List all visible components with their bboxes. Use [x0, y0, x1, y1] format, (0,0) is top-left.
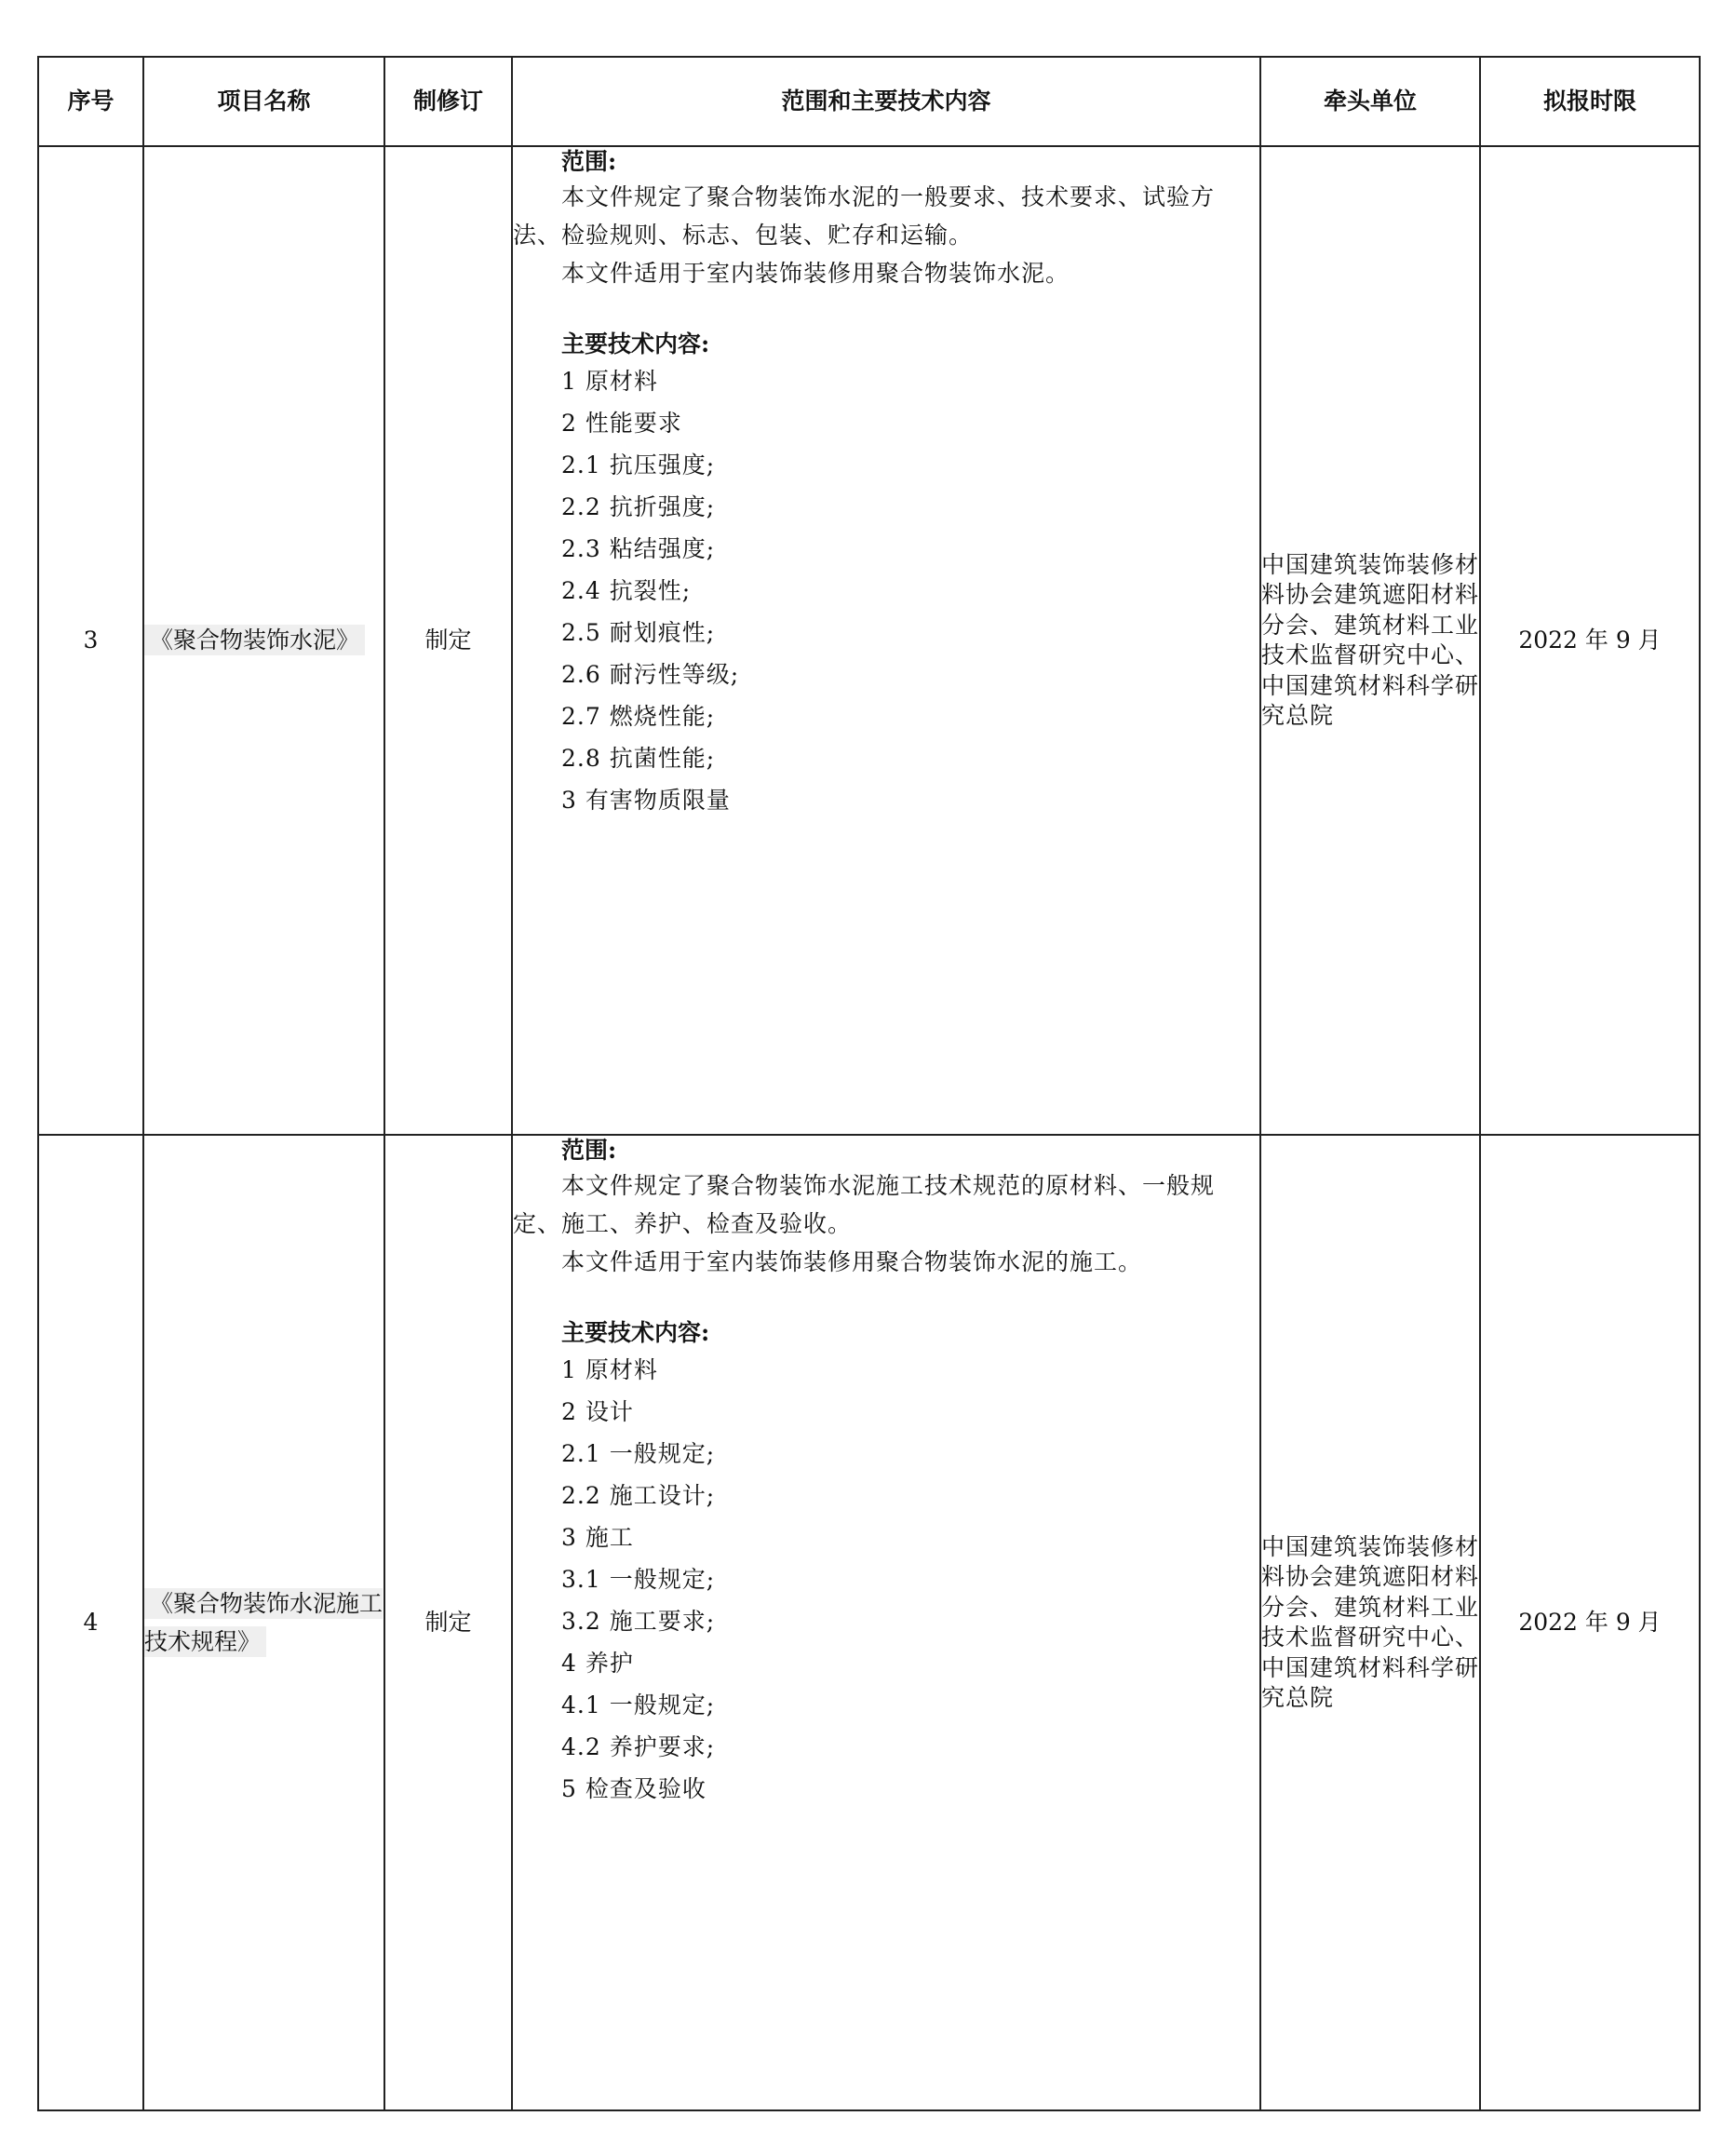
header-name: 项目名称 [143, 57, 384, 146]
tech-item: 2.8 抗菌性能; [561, 744, 716, 772]
lead-unit: 中国建筑装饰装修材料协会建筑遮阳材料分会、建筑材料工业技术监督研究中心、中国建筑材料科学研究总院 [1260, 1135, 1480, 2110]
tech-item: 2.5 耐划痕性; [561, 618, 716, 646]
deadline: 2022 年 9 月 [1480, 1135, 1700, 2110]
deadline: 2022 年 9 月 [1480, 146, 1700, 1135]
tech-item: 2.2 施工设计; [561, 1481, 716, 1509]
tech-item: 5 检查及验收 [561, 1774, 707, 1802]
header-row [38, 57, 1700, 146]
scope-applicability: 本文件适用于室内装饰装修用聚合物装饰水泥。 [561, 260, 1070, 287]
table-row [38, 146, 1700, 1135]
scope-applicability: 本文件适用于室内装饰装修用聚合物装饰水泥的施工。 [561, 1248, 1143, 1275]
header-no: 序号 [38, 57, 143, 146]
tech-item: 2.3 粘结强度; [561, 534, 716, 562]
lead-unit: 中国建筑装饰装修材料协会建筑遮阳材料分会、建筑材料工业技术监督研究中心、中国建筑材料科学研究总院 [1260, 146, 1480, 1135]
header-deadline: 拟报时限 [1480, 57, 1700, 146]
scope-content [512, 146, 1260, 1135]
tech-item: 3 施工 [561, 1523, 634, 1551]
header-unit: 牵头单位 [1260, 57, 1480, 146]
header-content: 范围和主要技术内容 [512, 57, 1260, 146]
scope-paragraph: 本文件规定了聚合物装饰水泥施工技术规范的原材料、一般规定、施工、养护、检查及验收。 [513, 1171, 1216, 1237]
tech-item: 4.2 养护要求; [561, 1732, 716, 1760]
scope-paragraph: 本文件规定了聚合物装饰水泥的一般要求、技术要求、试验方法、检验规则、标志、包装、贮存和运输。 [513, 182, 1216, 249]
revision-type: 制定 [384, 1135, 512, 2110]
scope-heading: 范围: [561, 148, 617, 175]
tech-item: 2 设计 [561, 1397, 634, 1425]
table-row [38, 1135, 1700, 2110]
revision-type: 制定 [384, 146, 512, 1135]
tech-item: 2.7 燃烧性能; [561, 702, 716, 730]
tech-item: 2.6 耐污性等级; [561, 660, 740, 688]
tech-item: 1 原材料 [561, 367, 658, 395]
scope-content [512, 1135, 1260, 2110]
tech-item: 3 有害物质限量 [561, 786, 731, 814]
tech-item: 2.1 抗压强度; [561, 451, 716, 478]
scope-heading: 范围: [561, 1137, 617, 1164]
row-no: 3 [38, 146, 143, 1135]
tech-item: 2.2 抗折强度; [561, 492, 716, 520]
standards-plan-table [37, 56, 1701, 2111]
tech-heading: 主要技术内容: [561, 1319, 710, 1347]
tech-item: 3.1 一般规定; [561, 1565, 716, 1593]
tech-item: 2.4 抗裂性; [561, 576, 692, 604]
tech-item: 2 性能要求 [561, 409, 682, 437]
tech-item: 2.1 一般规定; [561, 1439, 716, 1467]
tech-item: 4 养护 [561, 1649, 634, 1677]
header-type: 制修订 [384, 57, 512, 146]
tech-item: 3.2 施工要求; [561, 1607, 716, 1635]
tech-heading: 主要技术内容: [561, 330, 710, 358]
tech-item: 1 原材料 [561, 1355, 658, 1383]
project-name: 《聚合物装饰水泥》 [143, 146, 384, 1135]
tech-item: 4.1 一般规定; [561, 1691, 716, 1718]
project-name: 《聚合物装饰水泥施工技术规程》 [143, 1135, 384, 2110]
row-no: 4 [38, 1135, 143, 2110]
